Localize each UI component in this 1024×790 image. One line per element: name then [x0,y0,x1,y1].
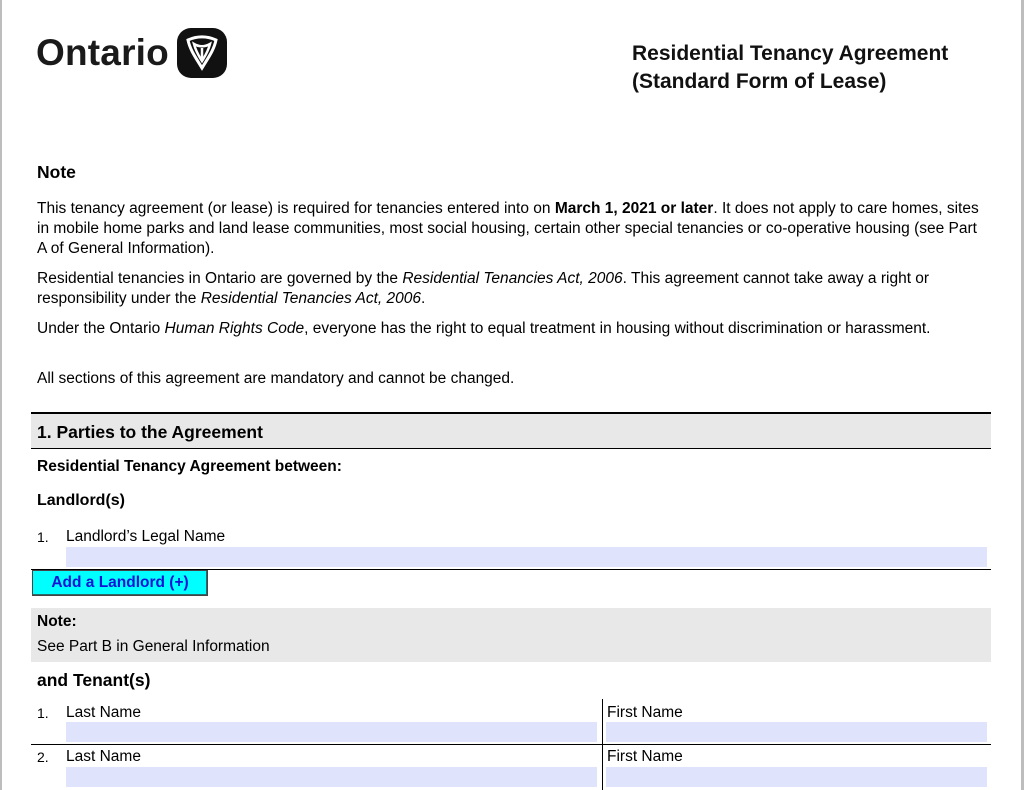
tenant-row-1-column-divider [602,699,603,744]
landlord-legal-name-label: Landlord’s Legal Name [66,528,226,545]
tenant-row-2-column-divider [602,744,603,790]
tenant-2-first-name-field[interactable] [606,767,987,787]
tenant-1-last-name-label: Last Name [66,704,141,721]
section-header-parties [31,412,991,449]
note-p3-text-b: , everyone has the right to equal treatment in housing without discrimination or harassment. [304,320,931,337]
note-paragraph-2 [37,269,987,309]
tenant-row-number-1: 1. [37,705,49,721]
document-title-line1: Residential Tenancy Agreement [632,42,949,65]
tenant-2-last-name-field[interactable] [66,767,597,787]
tenant-row-number-2: 2. [37,749,49,765]
landlord-row-number: 1. [37,529,49,545]
logo-text: Ontario [36,32,169,73]
tenant-1-last-name-field[interactable] [66,722,597,742]
tenants-label: and Tenant(s) [37,670,151,690]
parties-note-text: See Part B in General Information [37,638,270,655]
tenant-1-first-name-field[interactable] [606,722,987,742]
tenant-2-first-name-label: First Name [607,748,683,765]
landlord-legal-name-field[interactable] [66,547,987,567]
note-p1-text-b: . It does not apply to care homes, sites in mobile home parks and land lease communities, most social housing, certain other special tenancies or co-operative housing (see Part A of General Information). [37,200,979,257]
landlords-label: Landlord(s) [37,492,125,509]
parties-note-title: Note: [37,613,77,630]
note-p2-text-b: . This agreement cannot take away a right or responsibility under the [37,270,930,307]
tenant-1-first-name-label: First Name [607,704,683,721]
note-heading: Note [37,162,76,182]
note-paragraph-1 [37,199,987,259]
note-p3-code: Human Rights Code [164,320,305,337]
note-p1-text-a: This tenancy agreement (or lease) is required for tenancies entered into on [37,200,555,217]
note-p3-text-a: Under the Ontario [37,320,165,337]
parties-note-box [31,608,991,662]
note-p2-act-1: Residential Tenancies Act, 2006 [402,270,623,287]
tenant-2-last-name-label: Last Name [66,748,141,765]
note-paragraph-4: All sections of this agreement are mandatory and cannot be changed. [37,370,515,387]
document-title-line2: (Standard Form of Lease) [632,70,887,93]
add-landlord-button[interactable]: Add a Landlord (+) [32,570,208,596]
note-p2-act-2: Residential Tenancies Act, 2006 [200,290,422,307]
note-p2-text-c: . [421,290,426,307]
note-paragraph-3 [37,319,987,339]
note-p2-text-a: Residential tenancies in Ontario are governed by the [37,270,403,287]
ontario-trillium-icon [177,28,227,78]
page-edge-left [0,0,2,790]
ontario-logo [36,28,227,78]
agreement-between-label: Residential Tenancy Agreement between: [37,458,342,475]
note-p1-date: March 1, 2021 or later [554,200,714,217]
document-title [632,40,948,96]
tenant-row-1-divider [31,744,991,745]
section-title: 1. Parties to the Agreement [37,422,263,442]
